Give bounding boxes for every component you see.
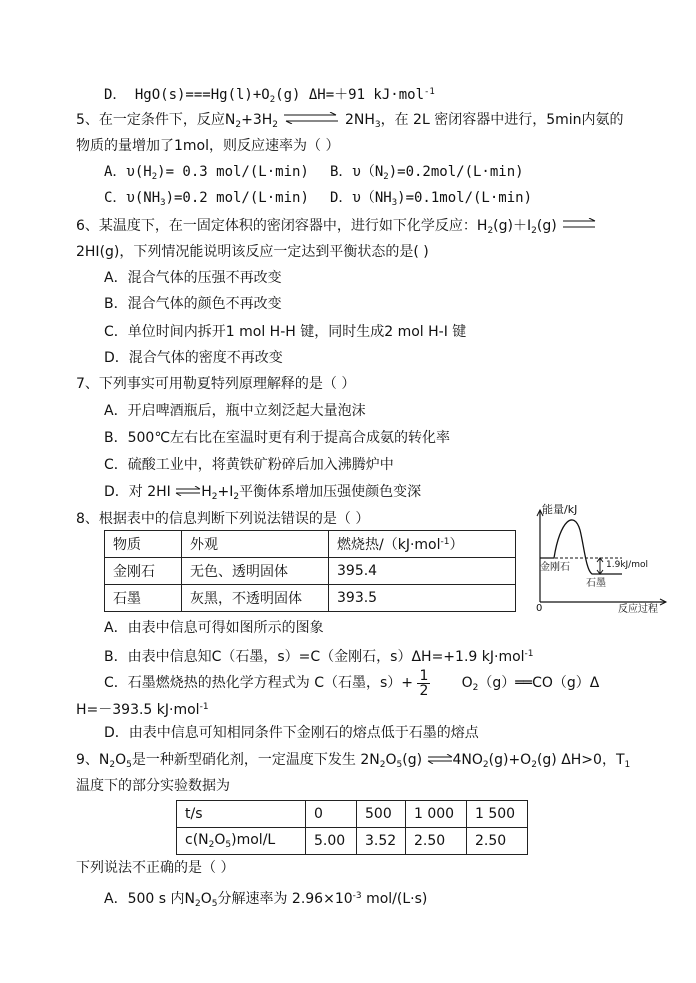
- table-row: [177, 801, 528, 828]
- equilibrium-arrow-icon: [427, 750, 453, 770]
- equilibrium-arrow-icon: [175, 482, 201, 502]
- q6-option-d: D．混合气体的密度不再改变: [104, 350, 283, 366]
- q8-option-a: A．由表中信息可得如图所示的图象: [104, 620, 324, 636]
- q8-option-c: C．石墨燃烧热的热化学方程式为 C（石墨，s）+ $\frac{1}{2}$ $O_2(g)══CO(g)\Delta$: [104, 667, 600, 699]
- energy-diagram-svg: [526, 500, 676, 620]
- q8-option-b: B．由表中信息知C（石墨，s）=C（金刚石，s）ΔH=+1.9 kJ·mol$^{-1}$: [104, 649, 534, 665]
- diagram-ylabel: 能量/kJ: [542, 503, 578, 516]
- q9-option-a: A．500 s 内$N_2O_5$分解速率为 $2.96\times 10^{-3}$ mol/(L·s): [104, 891, 428, 909]
- q7-option-a: A．开启啤酒瓶后，瓶中立刻泛起大量泡沫: [104, 403, 366, 419]
- q5-option-c: C．$\upsilon(NH_3)=0.2$ mol/(L·min): [104, 190, 309, 208]
- q5-option-d: D．$\upsilon(NH_3)=0.1mol/(L\cdot\min)$: [330, 190, 532, 208]
- table-cell: 2.50: [467, 828, 528, 855]
- q5-option-b: B．$\upsilon(N_2)=0.2mol/(L\cdot\min)$: [330, 164, 524, 182]
- q8-stem: 8、根据表中的信息判断下列说法错误的是（ ）: [76, 511, 370, 527]
- q6-option-c: C．单位时间内拆开1 mol H-H 键，同时生成2 mol H-I 键: [104, 324, 467, 340]
- table-cell: 395.4: [329, 558, 516, 585]
- table-cell: t/s: [177, 801, 306, 828]
- q6-stem-line1: 6、某温度下，在一固定体积的密闭容器中，进行如下化学反应：$H_2(g)+I_2(g)$: [76, 216, 597, 241]
- table-cell: 1 000: [406, 801, 467, 828]
- q8-option-d: D．由表中信息可知相同条件下金刚石的熔点低于石墨的熔点: [104, 725, 479, 741]
- table-cell: 393.5: [329, 585, 516, 612]
- fraction-one-half: $\frac{1}{2}$: [419, 667, 429, 699]
- q5-stem-line2: 物质的量增加了1mol，则反应速率为（ ）: [76, 138, 340, 154]
- table-row: [105, 585, 516, 612]
- q9-table: [176, 800, 528, 855]
- table-header-cell: 燃烧热/（kJ·mol$^{-1}$）: [329, 531, 516, 558]
- q6-option-b: B．混合气体的颜色不再改变: [104, 296, 282, 312]
- q5-option-a: A．$\upsilon(H_2)= 0.3$ mol/(L·min): [104, 164, 309, 182]
- energy-diagram: [526, 500, 676, 620]
- q4-option-d: D． $HgO(s)===Hg(l)+O_2(g)$ ΔH=＋91 kJ·mol$^{-1}$: [104, 87, 435, 105]
- table-cell: 3.52: [357, 828, 406, 855]
- table-header-cell: 物质: [105, 531, 182, 558]
- q7-option-b: B．500℃左右比在室温时更有利于提高合成氨的转化率: [104, 430, 451, 446]
- equilibrium-arrow-icon: [282, 110, 340, 130]
- diagram-xlabel: 反应过程: [618, 604, 658, 615]
- table-cell: 金刚石: [105, 558, 182, 585]
- table-row: [177, 828, 528, 855]
- q9-stem-line2: 温度下的部分实验数据为: [76, 778, 230, 794]
- table-cell: 2.50: [406, 828, 467, 855]
- q9-ask: 下列说法不正确的是（ ）: [76, 860, 235, 876]
- diagram-label-graphite: 石墨: [586, 578, 606, 589]
- table-cell: 1 500: [467, 801, 528, 828]
- equilibrium-arrow-icon: [561, 216, 597, 236]
- table-cell: 灰黑，不透明固体: [182, 585, 329, 612]
- q7-stem: 7、下列事实可用勒夏特列原理解释的是（ ）: [76, 376, 356, 392]
- q5-stem-line1: 5、在一定条件下，反应$N_2+3H_2$ $2NH_3$，在 2L 密闭容器中进行，5min内氨的: [76, 112, 624, 130]
- q8-option-c-cont: H=－393.5 kJ·mol$^{-1}$: [76, 702, 209, 718]
- table-cell: 石墨: [105, 585, 182, 612]
- table-cell: 5.00: [306, 828, 357, 855]
- table-row: [105, 558, 516, 585]
- table-cell: 无色、透明固体: [182, 558, 329, 585]
- table-cell: 500: [357, 801, 406, 828]
- q6-stem-line2: 2HI(g)，下列情况能说明该反应一定达到平衡状态的是( ): [76, 244, 429, 260]
- q7-option-d: D．对 2HI $H_2+I_2$平衡体系增加压强使颜色变深: [104, 484, 422, 502]
- q7-option-c: C．硫酸工业中，将黄铁矿粉碎后加入沸腾炉中: [104, 457, 394, 473]
- q6-option-a: A．混合气体的压强不再改变: [104, 270, 282, 286]
- diagram-origin: 0: [536, 603, 543, 614]
- diagram-label-diamond: 金刚石: [540, 562, 570, 573]
- table-cell: $c(N_2O_5)mol/L$: [177, 828, 306, 855]
- diagram-delta-label: 1.9kJ/mol: [606, 560, 648, 570]
- table-cell: 0: [306, 801, 357, 828]
- table-row: [105, 531, 516, 558]
- q8-table: [104, 530, 516, 612]
- table-header-cell: 外观: [182, 531, 329, 558]
- q9-stem-line1: 9、$N_2O_5$是一种新型硝化剂，一定温度下发生 $2N_2O_5(g)$ $4NO_2(g)+O_2(g)$ ΔH>0，$T_1$: [76, 752, 631, 770]
